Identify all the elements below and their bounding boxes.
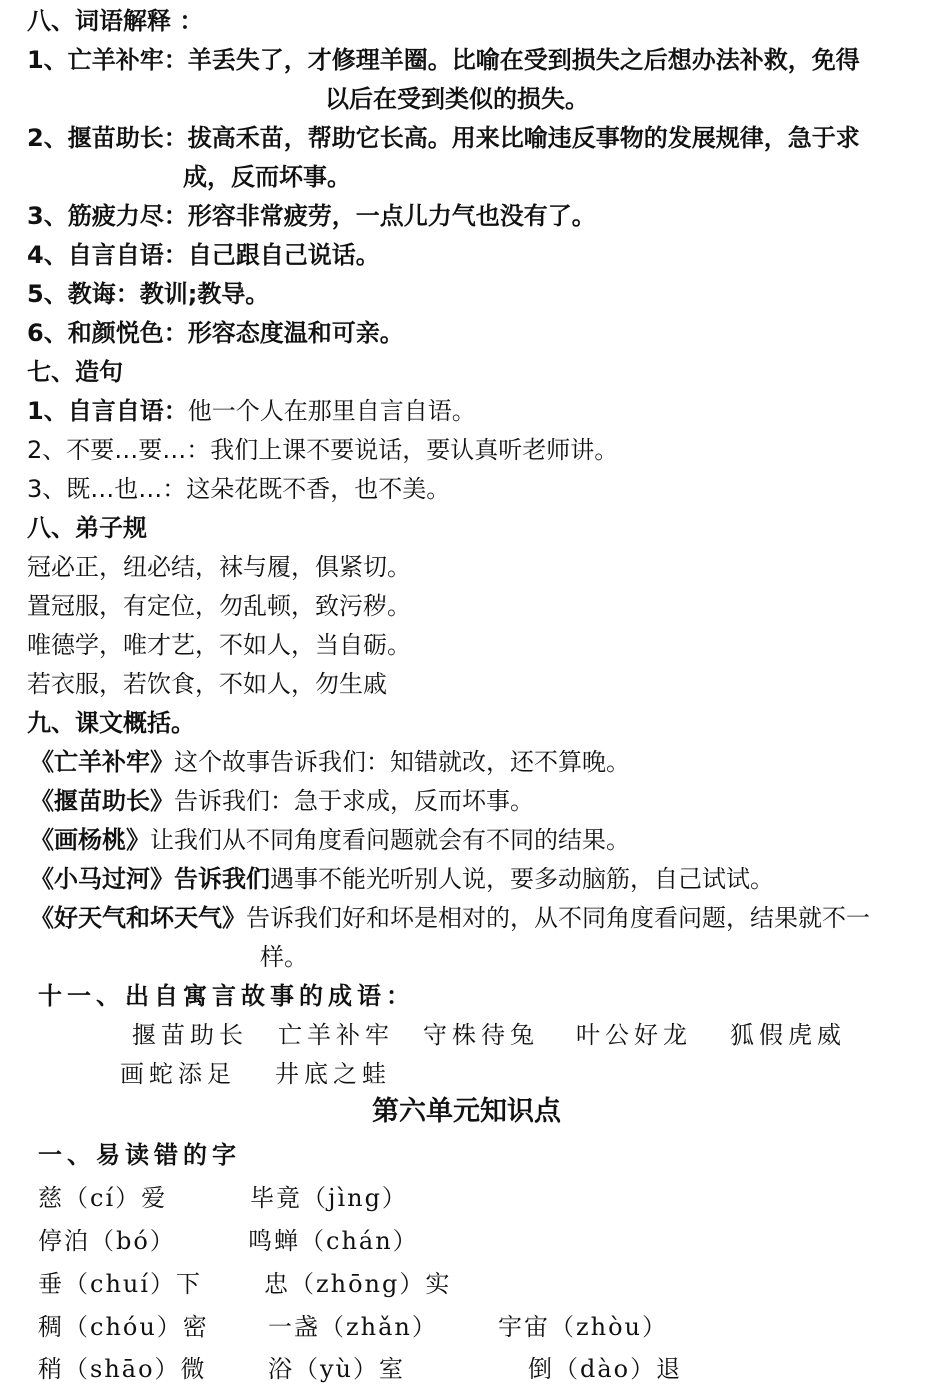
misread-word: 一盏（zhǎn） [268, 1313, 438, 1341]
sentence-term: 1、自言自语： [27, 397, 188, 425]
vocab-term: 3、筋疲力尽： [27, 202, 188, 230]
story-lesson: 让我们从不同角度看问题就会有不同的结果。 [150, 826, 630, 854]
misread-heading: 一、易读错的字 [38, 1141, 241, 1169]
sentence-item [27, 435, 618, 465]
vocab-item [27, 201, 596, 231]
summary-item [30, 864, 774, 894]
vocab-definition: 教训;教导。 [139, 280, 270, 308]
vocab-item [27, 318, 404, 348]
misread-word: 稠（chóu）密 [38, 1313, 209, 1341]
idioms-heading: 十一、出自寓言故事的成语： [38, 982, 415, 1010]
vocab-definition: 羊丢失了，才修理羊圈。比喻在受到损失之后想办法补救，免得 [187, 46, 860, 74]
story-lesson: 这个故事告诉我们：知错就改，还不算晚。 [174, 748, 630, 776]
vocab-definition-cont: 以后在受到类似的损失。 [325, 85, 589, 113]
sentence-item [27, 474, 450, 504]
idiom: 井底之蛙 [275, 1060, 391, 1088]
summary-item [30, 825, 630, 855]
story-lesson: 告诉我们：急于求成，反而坏事。 [174, 787, 534, 815]
dizigui-line: 若衣服，若饮食，不如人，勿生戚 [27, 670, 387, 698]
vocab-term: 2、揠苗助长： [27, 124, 188, 152]
vocab-item [27, 45, 860, 75]
vocab-definition: 自己跟自己说话。 [187, 241, 380, 269]
misread-word: 鸣蝉（chán） [248, 1227, 419, 1255]
dizigui-line: 唯德学，唯才艺，不如人，当自砺。 [27, 631, 411, 659]
misread-word: 垂（chuí）下 [38, 1270, 203, 1298]
story-lesson: 遇事不能光听别人说，要多动脑筋，自己试试。 [270, 865, 774, 893]
misread-word: 稍（shāo）微 [38, 1355, 207, 1383]
sentence-text: 我们上课不要说话，要认真听老师讲。 [210, 436, 619, 464]
misread-word: 停泊（bó） [38, 1227, 176, 1255]
misread-word: 倒（dào）退 [528, 1355, 683, 1383]
summary-item [30, 747, 630, 777]
idiom: 画蛇添足 [120, 1060, 236, 1088]
dizigui-heading: 八、弟子规 [27, 514, 147, 542]
sentence-term: 3、既…也…： [27, 475, 187, 503]
summary-heading: 九、课文概括。 [27, 709, 195, 737]
story-title: 《亡羊补牢》 [30, 748, 174, 776]
sentence-term: 2、不要…要…： [27, 436, 211, 464]
misread-word: 浴（yù）室 [268, 1355, 406, 1383]
unit-title: 第六单元知识点 [372, 1096, 561, 1127]
summary-item [30, 903, 870, 933]
vocab-term: 6、和颜悦色： [27, 319, 188, 347]
sentences-heading: 七、造句 [27, 358, 123, 386]
misread-word: 毕竟（jìng） [250, 1184, 408, 1212]
misread-word: 忠（zhōng）实 [264, 1270, 452, 1298]
sentence-item [27, 396, 476, 426]
vocab-item [27, 240, 380, 270]
vocab-definition: 形容非常疲劳，一点儿力气也没有了。 [187, 202, 596, 230]
idiom: 守株待兔 [423, 1021, 539, 1049]
vocab-item [27, 123, 860, 153]
vocab-term: 4、自言自语： [27, 241, 188, 269]
vocab-term: 1、亡羊补牢： [27, 46, 188, 74]
idiom: 亡羊补牢 [278, 1021, 394, 1049]
vocab-heading: 八、词语解释 ： [27, 7, 204, 35]
vocab-term: 5、教诲： [27, 280, 140, 308]
idiom: 揠苗助长 [132, 1021, 248, 1049]
story-lesson: 告诉我们好和坏是相对的，从不同角度看问题，结果就不一 [246, 904, 870, 932]
story-title: 《揠苗助长》 [30, 787, 174, 815]
story-title: 《好天气和坏天气》 [30, 904, 246, 932]
sentence-text: 他一个人在那里自言自语。 [187, 397, 476, 425]
idiom: 狐假虎威 [730, 1021, 846, 1049]
vocab-definition-cont: 成，反而坏事。 [183, 163, 351, 191]
dizigui-line: 冠必正，纽必结，袜与履，俱紧切。 [27, 553, 411, 581]
sentence-text: 这朵花既不香，也不美。 [186, 475, 451, 503]
vocab-definition: 拔高禾苗，帮助它长高。用来比喻违反事物的发展规律，急于求 [187, 124, 860, 152]
vocab-definition: 形容态度温和可亲。 [187, 319, 404, 347]
dizigui-line: 置冠服，有定位，勿乱顿，致污秽。 [27, 592, 411, 620]
misread-word: 慈（cí）爱 [38, 1184, 168, 1212]
vocab-item [27, 279, 269, 309]
story-title: 《小马过河》告诉我们 [30, 865, 270, 893]
story-lesson-cont: 样。 [260, 943, 308, 971]
story-title: 《画杨桃》 [30, 826, 150, 854]
misread-word: 宇宙（zhòu） [498, 1313, 669, 1341]
summary-item [30, 786, 534, 816]
idiom: 叶公好龙 [576, 1021, 692, 1049]
